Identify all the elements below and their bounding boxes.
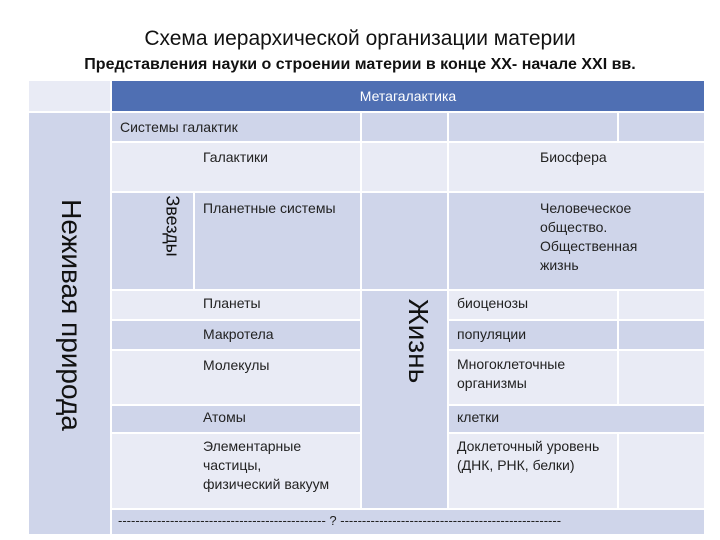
hierarchy-table (28, 80, 705, 535)
planets-label: Планеты (203, 295, 261, 311)
stars-label: Звезды (162, 195, 183, 257)
row-populations-b (618, 320, 705, 350)
particles-label: Элементарные частицы, физический вакуум (203, 438, 330, 492)
biosphere-label: Биосфера (540, 149, 607, 165)
biocenoses-label: биоценозы (457, 295, 529, 311)
galaxies-label: Галактики (203, 149, 268, 165)
header-label: Метагалактика (359, 88, 457, 104)
row-planetary-systems-b (361, 192, 448, 290)
diagram-title: Схема иерархической организации материи (144, 27, 576, 50)
cells-label: клетки (457, 409, 500, 425)
unknown-level-line: ------------------------------------------------ ? --------------------------------------------------- (118, 513, 562, 528)
macrobodies-label: Макротела (203, 326, 274, 342)
row-galaxy-systems-c (448, 112, 618, 142)
row-galaxies-b (361, 142, 448, 192)
galaxy-systems-label: Системы галактик (120, 119, 238, 135)
row-precellular-b (618, 433, 705, 509)
header-left-cell (28, 80, 111, 112)
precellular-label: Доклеточный уровень (ДНК, РНК, белки) (457, 438, 600, 473)
human-society-label: Человеческое общество. Общественная жизнь (540, 200, 638, 273)
life-label: Жизнь (403, 298, 434, 384)
row-galaxy-systems-d (618, 112, 705, 142)
row-biocenoses-b (618, 290, 705, 320)
row-galaxy-systems-b (361, 112, 448, 142)
multicellular-label: Многоклеточные организмы (457, 356, 566, 391)
planetary-systems-label: Планетные системы (203, 200, 336, 216)
atoms-label: Атомы (203, 409, 246, 425)
row-multicellular-b (618, 350, 705, 405)
molecules-label: Молекулы (203, 357, 270, 373)
populations-label: популяции (457, 326, 527, 342)
inanimate-nature-label: Неживая природа (56, 199, 87, 431)
diagram-subtitle: Представления науки о строении материи в конце XX- начале XXI вв. (84, 56, 636, 73)
